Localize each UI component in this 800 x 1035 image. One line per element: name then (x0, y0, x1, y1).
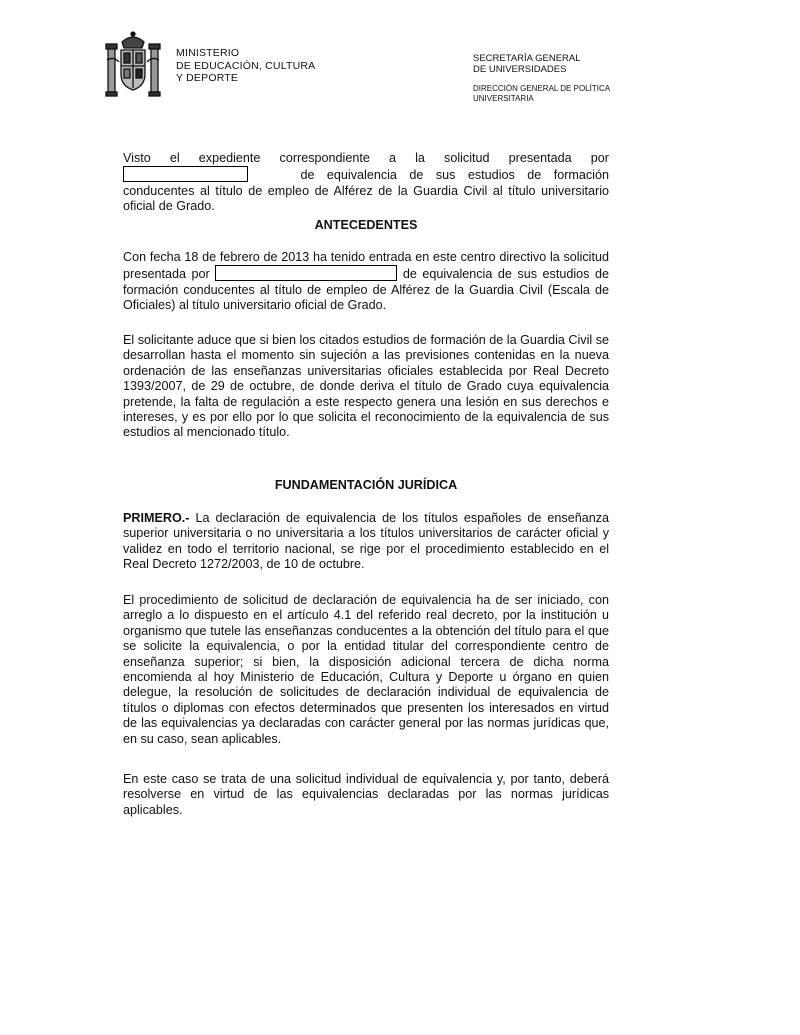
secretaria-line: DE UNIVERSIDADES (473, 64, 567, 75)
direccion-line: DIRECCIÓN GENERAL DE POLÍTICA (473, 84, 611, 93)
intro-text-2: de equivalencia de sus estudios de formación conducentes al título de empleo de Alférez de la Guardia Civil al título universitario oficial de Grado. (123, 168, 609, 214)
primero-paragraph (123, 511, 609, 573)
secretaria-block (473, 53, 581, 75)
intro-paragraph (123, 151, 609, 215)
antecedentes-text-2: de equivalencia de sus estudios de formación conducentes al título de empleo de Alférez de la Guardia Civil (Escala de Oficiales) al título universitario oficial de Grado. (123, 267, 609, 313)
ministry-line: MINISTERIO (176, 47, 240, 59)
section-heading-fundamentacion: FUNDAMENTACIÓN JURÍDICA (274, 478, 458, 492)
fundamentacion-paragraph-2: El procedimiento de solicitud de declaración de equivalencia ha de ser iniciado, con arreglo a lo dispuesto en el artículo 4.1 del referido real decreto, por la institución u organismo que tutele las enseñanzas conducentes a la obtención del título para el que se solicite la equivalencia, o por la entidad titular del correspondiente centro de enseñanza superior; si bien, la disposición adicional tercera de dicha norma encomienda al hoy Ministerio de Educación, Cultura y Deporte u órgano en quien delegue, la resolución de solicitudes de declaración individual de equivalencia de títulos o diplomas con efectos determinados que presenten los interesados en virtud de las equivalencias ya declaradas con carácter general por las normas jurídicas que, en su caso, sean aplicables. (123, 593, 609, 746)
ministry-name (176, 47, 315, 85)
antecedentes-text-1: Con fecha 18 de febrero de 2013 ha tenido entrada en este centro directivo la solicitud presentada por (123, 250, 609, 282)
fundamentacion-paragraph-3: En este caso se trata de una solicitud individual de equivalencia y, por tanto, deberá resolverse en virtud de las equivalencias declaradas por las normas jurídicas aplicables. (123, 772, 609, 817)
coat-of-arms-icon (104, 30, 162, 100)
section-heading-antecedentes: ANTECEDENTES (314, 218, 418, 232)
antecedentes-paragraph-2: El solicitante aduce que si bien los citados estudios de formación de la Guardia Civil se desarrollan hasta el momento sin sujeción a las previsiones contenidas en la nueva ordenación de las enseñanzas universitarias oficiales establecida por Real Decreto 1393/2007, de 29 de octubre, de donde deriva el título de Grado cuya equivalencia pretende, la falta de regulación a este respecto genera una lesión en sus derechos e intereses, y es por ello por lo que solicita el reconocimiento de la equivalencia de sus estudios al mencionado título. (123, 333, 609, 440)
primero-text: La declaración de equivalencia de los títulos españoles de enseñanza superior universitaria o no universitaria a los títulos universitarios de carácter oficial y validez en todo el territorio nacional, se rige por el procedimiento establecido en el Real Decreto 1272/2003, de 10 de octubre. (123, 511, 610, 572)
redacted-name-box (215, 265, 397, 281)
direccion-line: UNIVERSITARIA (473, 93, 534, 103)
ministry-line: DE EDUCACIÓN, CULTURA (176, 59, 316, 72)
secretaria-line: SECRETARÍA GENERAL (473, 53, 581, 64)
primero-label: PRIMERO.- (123, 511, 190, 525)
redacted-name-box (123, 166, 248, 182)
antecedentes-paragraph-1 (123, 250, 609, 314)
direccion-block (473, 84, 610, 103)
ministry-line: Y DEPORTE (176, 72, 239, 84)
intro-text-1: Visto el expediente correspondiente a la solicitud presentada por (123, 151, 609, 165)
